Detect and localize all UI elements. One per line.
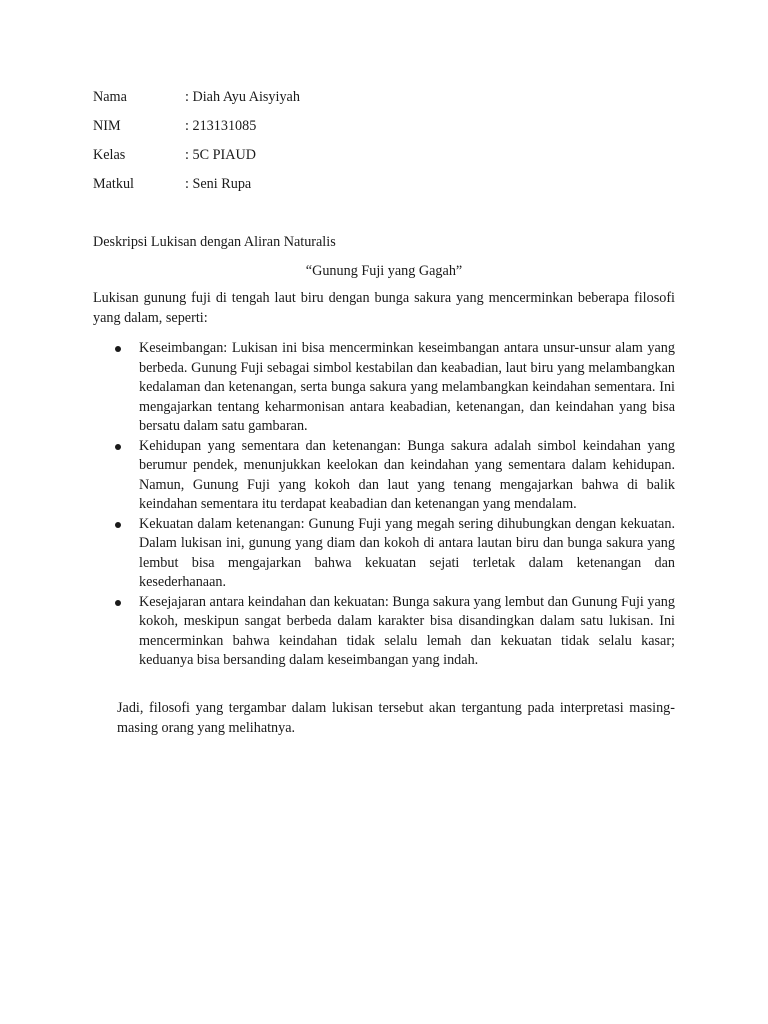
info-value: : 213131085 — [185, 118, 257, 134]
list-item — [139, 515, 675, 593]
info-label: Nama — [93, 89, 127, 105]
list-item-text: Kehidupan yang sementara dan ketenangan: Bunga sakura adalah simbol keindahan yang berumur pendek, menunjukkan keelokan dan keindahan yang sementara dalam kehidupan. Namun, Gunung Fuji yang kokoh dan laut yang tenang mengajarkan bahwa di balik keindahan sementara itu terdapat keabadian dan ketenangan yang mendalam. — [139, 437, 675, 512]
bullet-icon — [115, 600, 121, 606]
list-item — [139, 437, 675, 515]
info-value: : Seni Rupa — [185, 176, 252, 192]
list-item — [139, 593, 675, 671]
info-label: Matkul — [93, 176, 134, 192]
info-row-nim — [93, 116, 493, 145]
philosophy-list — [139, 339, 675, 671]
bullet-icon — [115, 346, 121, 352]
list-item-text: Kesejajaran antara keindahan dan kekuatan: Bunga sakura yang lembut dan Gunung Fuji yang kokoh, meskipun sangat berbeda dalam karakter bisa disandingkan dalam satu lukisan. Ini mencerminkan bahwa keindahan tidak selalu lemah dan kekuatan tidak selalu kasar; keduanya bisa bersanding dalam keseimbangan yang indah. — [139, 593, 675, 668]
student-info-block — [93, 87, 493, 203]
list-item-text: Keseimbangan: Lukisan ini bisa mencerminkan keseimbangan antara unsur-unsur alam yang berbeda. Gunung Fuji sebagai simbol kestabilan dan keabadian, laut biru yang melambangkan kedalaman dan ketenangan, serta bunga sakura yang melambangkan keindahan sementara. Ini mengajarkan tentang keharmonisan antara keabadian, ketenangan, dan keindahan yang bisa bersatu dalam satu gambaran. — [139, 340, 675, 434]
conclusion-paragraph: Jadi, filosofi yang tergambar dalam lukisan tersebut akan tergantung pada interpretasi masing-masing orang yang melihatnya. — [117, 700, 675, 736]
list-item-text: Kekuatan dalam ketenangan: Gunung Fuji yang megah sering dihubungkan dengan kekuatan. Dalam lukisan ini, gunung yang diam dan kokoh di antara lautan biru dan bunga sakura yang lembut bisa mengajarkan bahwa kekuatan sejati terletak dalam ketenangan dan kesederhanaan. — [139, 515, 675, 590]
info-row-nama — [93, 87, 493, 116]
info-label: Kelas — [93, 147, 126, 163]
list-item — [139, 339, 675, 437]
bullet-icon — [115, 444, 121, 450]
intro-paragraph: Lukisan gunung fuji di tengah laut biru dengan bunga sakura yang mencerminkan beberapa filosofi yang dalam, seperti: — [93, 290, 675, 326]
info-value: : 5C PIAUD — [185, 147, 256, 163]
info-row-matkul — [93, 174, 493, 203]
info-label: NIM — [93, 118, 121, 134]
info-row-kelas — [93, 145, 493, 174]
painting-title: “Gunung Fuji yang Gagah” — [305, 263, 463, 279]
info-value: : Diah Ayu Aisyiyah — [185, 89, 300, 105]
bullet-icon — [115, 522, 121, 528]
document-heading: Deskripsi Lukisan dengan Aliran Naturalis — [93, 234, 336, 250]
